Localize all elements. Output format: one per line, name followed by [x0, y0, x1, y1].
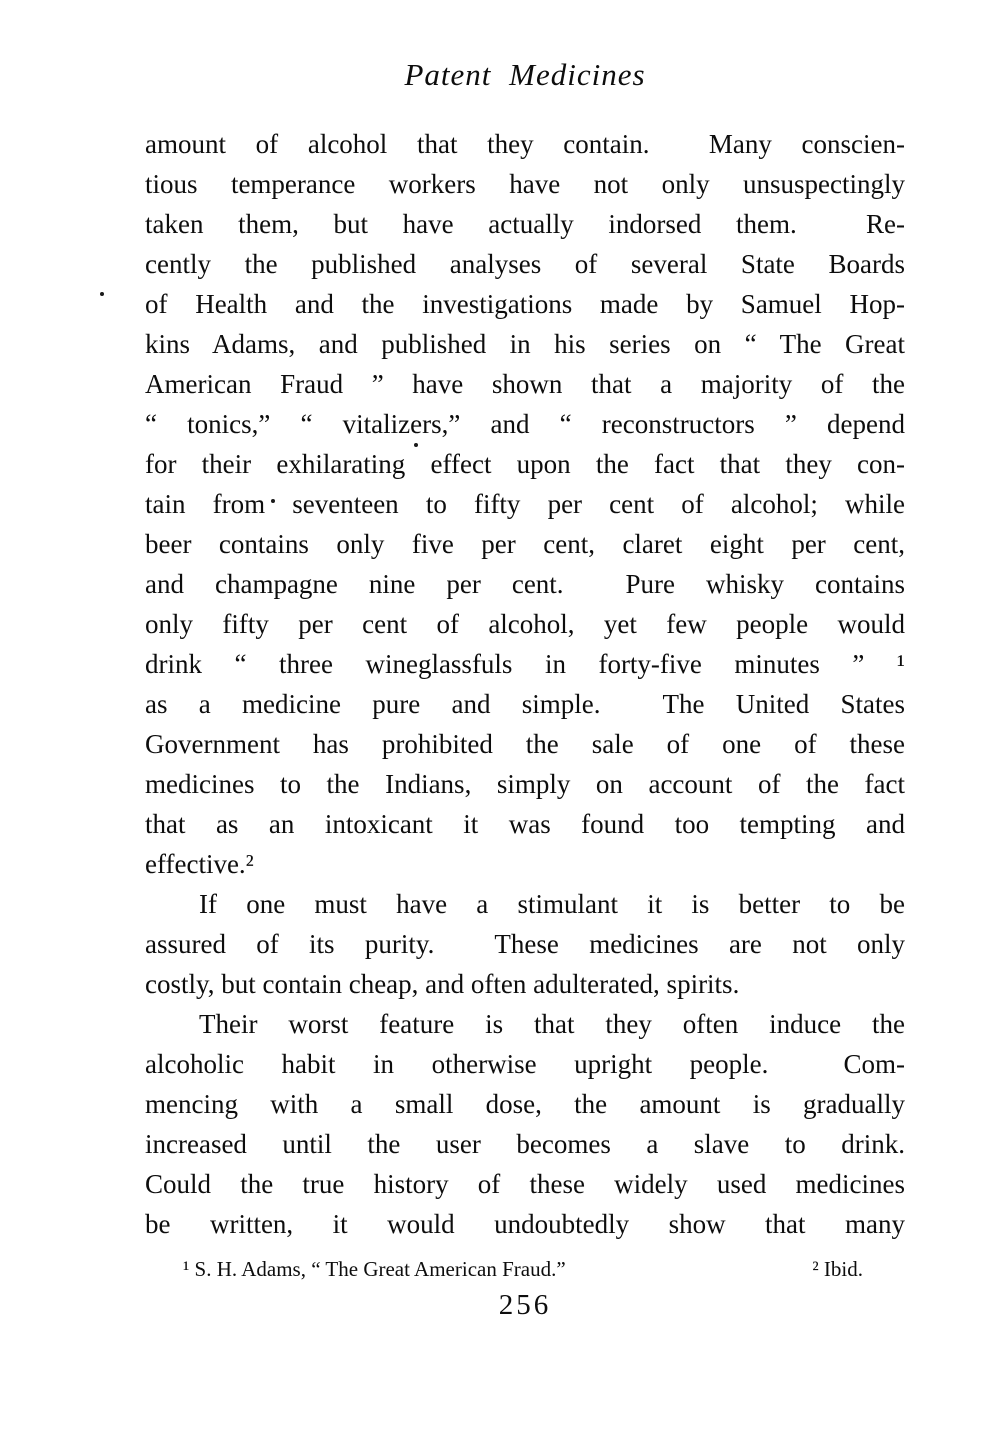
paragraph [145, 1004, 905, 1244]
text-line: Government has prohibited the sale of one of these [145, 729, 905, 759]
text-line: and champagne nine per cent. Pure whisky contains [145, 569, 905, 599]
text-line: costly, but contain cheap, and often adulterated, spirits. [145, 969, 740, 999]
footnote-2: ² Ibid. [812, 1257, 863, 1281]
body-text [145, 124, 905, 1244]
text-line: effective.² [145, 849, 254, 879]
page-title: Patent Medicines [404, 57, 646, 92]
text-line: cently the published analyses of several State Boards [145, 249, 905, 279]
footnote-1: ¹ S. H. Adams, “ The Great American Fraud.” [183, 1257, 566, 1281]
text-line: tious temperance workers have not only unsuspectingly [145, 169, 905, 199]
text-line: kins Adams, and published in his series on “ The Great [145, 329, 905, 359]
text-line: increased until the user becomes a slave to drink. [145, 1129, 905, 1159]
text-line: only fifty per cent of alcohol, yet few people would [145, 609, 905, 639]
text-line: “ tonics,” “ vitalizers,” and “ reconstructors ” depend [145, 409, 905, 439]
text-line: tain from seventeen to fifty per cent of alcohol; while [145, 489, 905, 519]
text-line: beer contains only five per cent, claret eight per cent, [145, 529, 905, 559]
text-line: for their exhilarating effect upon the fact that they con- [145, 449, 905, 479]
text-line: as a medicine pure and simple. The United States [145, 689, 905, 719]
footnotes [145, 1256, 905, 1282]
page-content [145, 0, 905, 1321]
text-line: American Fraud ” have shown that a majority of the [145, 369, 905, 399]
text-line: amount of alcohol that they contain. Many conscien- [145, 129, 905, 159]
text-line: alcoholic habit in otherwise upright people. Com- [145, 1049, 905, 1079]
text-line: mencing with a small dose, the amount is gradually [145, 1089, 905, 1119]
text-line: Could the true history of these widely used medicines [145, 1169, 905, 1199]
page-number: 256 [498, 1289, 552, 1321]
text-line: that as an intoxicant it was found too tempting and [145, 809, 905, 839]
text-line: taken them, but have actually indorsed them. Re- [145, 209, 905, 239]
paragraph [145, 884, 905, 1004]
text-line: If one must have a stimulant it is better to be [199, 889, 905, 919]
text-line: Their worst feature is that they often induce the [199, 1009, 905, 1039]
text-line: drink “ three wineglassfuls in forty-five minutes ” ¹ [145, 649, 905, 679]
text-line: assured of its purity. These medicines are not only [145, 929, 905, 959]
text-line: be written, it would undoubtedly show that many [145, 1209, 905, 1239]
text-line: of Health and the investigations made by Samuel Hop- [145, 289, 905, 319]
text-line: medicines to the Indians, simply on account of the fact [145, 769, 905, 799]
paragraph [145, 124, 905, 884]
scan-speck [100, 292, 104, 296]
